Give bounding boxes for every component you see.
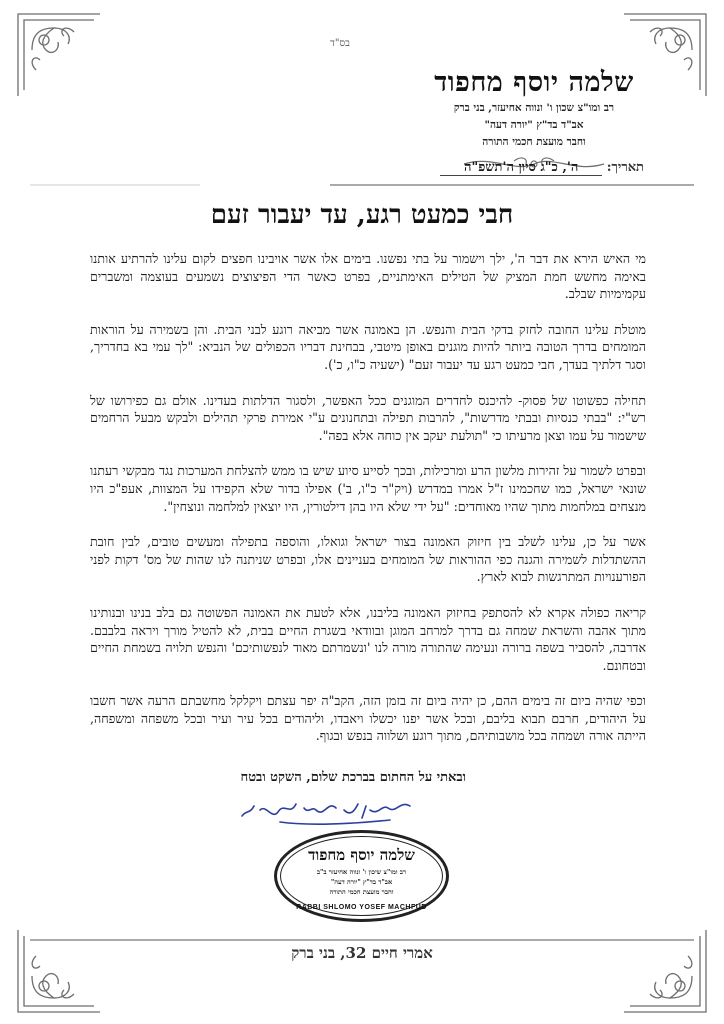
letterhead-line-2: אב"ד בד"ץ "יורה דעה" xyxy=(484,119,584,131)
letterhead-line-3: וחבר מועצת חכמי התורה xyxy=(482,136,586,148)
letterhead-name: שלמה יוסף מחפוד xyxy=(434,67,634,98)
letterhead-line-1: רב ומו"צ שכון ו' ונווה אחיעזר, בני ברק xyxy=(453,102,615,114)
date-value: ה', כ"ג סיון ה'תשפ"ה xyxy=(440,159,602,176)
stamp-line-2: אב"ד בד"ץ "יורה דעה" xyxy=(330,878,393,886)
date-label: תאריך: xyxy=(606,160,644,175)
handwritten-signature xyxy=(220,792,430,832)
letter-title: חבי כמעט רגע, עד יעבור זעם xyxy=(210,200,514,230)
footer-address: אמרי חיים 32, בני ברק xyxy=(291,944,433,962)
corner-ornament-top-left xyxy=(14,10,104,100)
bsd-mark: בס"ד xyxy=(330,38,350,49)
stamp-line-3: וחבר מועצת חכמי התורה xyxy=(329,888,394,896)
stamp-line-1: רב ומו"צ שיכון ו' ונווה אחיעזר ב"ב xyxy=(316,868,407,876)
stamp-english-name: RABBI SHLOMO YOSEF MACHFUD xyxy=(296,904,427,911)
date-row xyxy=(440,159,644,176)
letter-body xyxy=(90,250,646,763)
paragraph-4: ובפרט לשמור על זהירות מלשון הרע ומרכילות, ובכך לסייע סיוע שיש בו ממש להצלחת המערכות נגד מבקשי רעתנו שונאי ישראל, כמו שחכמינו ז"ל אמרו במדרש (ויק"ר כ"ו, ב') אפילו בדור שלא הקפידו על המצוות, אעפ"כ היו מנצחים במלחמות מתוך שהיו מאוחדים: "על ידי שלא היו בהן דילטורין, היו יוצאין למלחמה ונוצחין". xyxy=(90,463,646,514)
rabbinical-stamp xyxy=(274,830,449,922)
paragraph-3: תחילה כפשוטו של פסוק- להיכנס לחדרים המוגנים ככל האפשר, ולסגור הדלתות בעדינו. אולם גם כפירושו של רש"י: "בבתי כנסיות ובבתי מדרשות", להרבות תפילה ובתחנונים ע"י אמירת פרקי תהילים ולבקש מבעל הרחמים שישמור על עמו וצאן מרעיתו כי "תולעת יעקב אין כוחה אלא בפה". xyxy=(90,392,646,443)
paragraph-5: אשר על כן, עלינו לשלב בין חיזוק האמונה בצור ישראל וגואלו, והוספה בתפילה ומעשים טובים, לבין חובת ההשתדלות לשמירה והגנה כפי ההוראות של המומחים בעניינים אלו, ובפרט שניתנה לנו שהות של מס' דקות לפני הפורענויות המתרגשות לבוא לארץ. xyxy=(90,534,646,585)
paragraph-2: מוטלת עלינו החובה לחזק בדקי הבית והנפש. הן באמונה אשר מביאה רוגע לבני הבית. והן בשמירה על הוראות המומחים בדרך הטובה ביותר להיות מוגנים באופן מיטבי, בבחינת דבריו הכפולים של הנביא: "לך עמי בא בחדריך, וסגר דלתיך בעדך, חבי כמעט רגע עד יעבור זעם" (ישעיה כ"ו, כ'). xyxy=(90,321,646,372)
top-divider xyxy=(30,175,694,185)
paragraph-7: וכפי שהיה ביום זה בימים ההם, כן יהיה ביום זה בזמן הזה, הקב"ה יפר עצתם ויקלקל מחשבתם הרעה אשר חשבו על היהודים, חרבם תבוא בליבם, ובכל אשר יפנו יכשלו ויאבדו, וליהודים בכל עיר ועיר ובכל משפחה ומשפחה, הייתה אורה ושמחה בכל מושבותיהם, מתוך רוגע ושלווה בנפש ובגוף. xyxy=(90,693,646,744)
paragraph-1: מי האיש הירא את דבר ה', ילך וישמור על בתי נפשנו. בימים אלו אשר אויבינו חפצים לקום עלינו להרתיע אותנו באימה מחשש חמת המציק של הטילים האימתניים, בפרט כאשר הדי הפיצוצים נשמעים בעוצמה ומשברים עקמימיות שבלב. xyxy=(90,251,646,302)
paragraph-6: קריאה כפולה אקרא לא להסתפק בחיזוק האמונה בליבנו, אלא לטעת את האמונה הפשוטה גם בלב בנינו ובנותינו מתוך אהבה והשראת שמחה גם בדרך למרחב המוגן ובוודאי בשגרת החיים בבית, לא להטיל מורך ויראה בלבבם. אדרבה, להסביר בשפה ברורה ונעימה שהתורה מורה לנו 'ונשמרתם מאוד לנפשותיכם' והנפש תלויה בשמחת החיים ובטחונם. xyxy=(90,604,646,673)
closing-line: ובאתי על החתום בברכת שלום, השקט ובטח xyxy=(240,770,466,785)
stamp-name: שלמה יוסף מחפוד xyxy=(308,846,415,864)
bottom-divider xyxy=(30,930,694,940)
